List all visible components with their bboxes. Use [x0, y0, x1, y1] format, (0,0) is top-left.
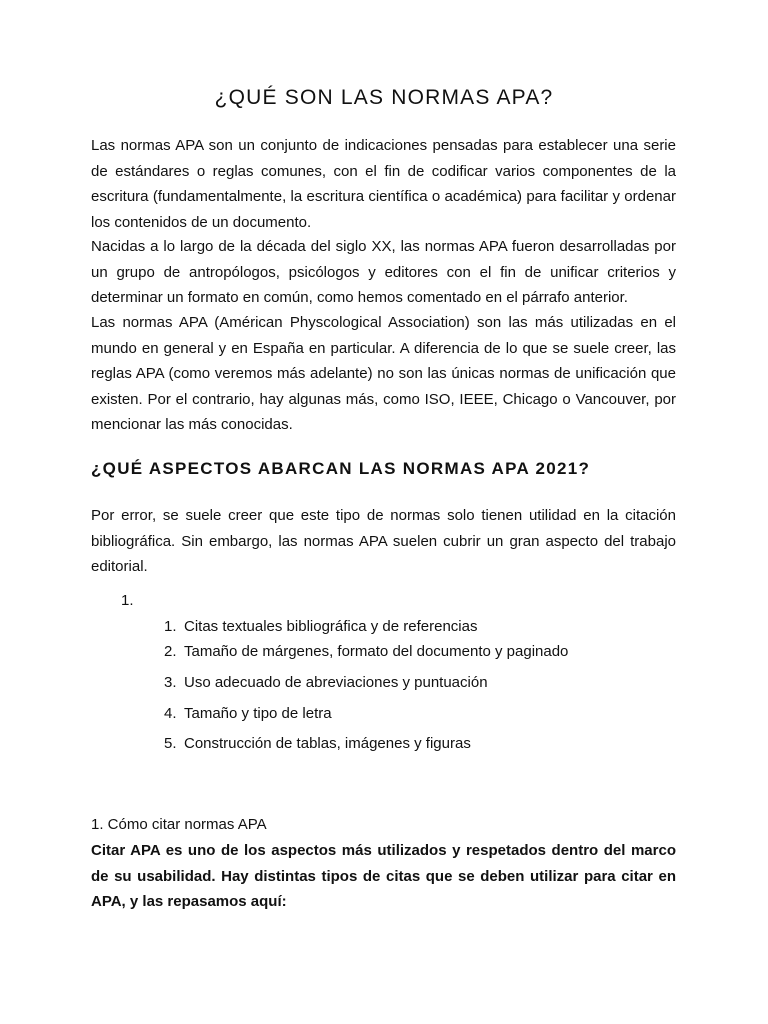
section-heading-aspects: ¿QUÉ ASPECTOS ABARCAN LAS NORMAS APA 2021?	[91, 459, 591, 478]
paragraph-aspects-intro: Por error, se suele creer que este tipo de normas solo tienen utilidad en la citación bibliográfica. Sin embargo, las normas APA suelen cubrir un gran aspecto del trabajo editorial.	[91, 507, 676, 575]
list-item-number: 2.	[164, 643, 177, 660]
paragraph-history: Nacidas a lo largo de la década del siglo XX, las normas APA fueron desarrolladas por un grupo de antropólogos, psicólogos y editores con el fin de unificar criterios y determinar un formato en común, como hemos comentado en el párrafo anterior.	[91, 238, 676, 306]
list-item	[164, 643, 568, 660]
list-item-number: 3.	[164, 674, 177, 691]
list-item-text: Citas textuales bibliográfica y de referencias	[184, 618, 478, 635]
list-item-text: Tamaño de márgenes, formato del documento y paginado	[184, 643, 569, 660]
list-item	[164, 674, 488, 691]
list-item-number: 5.	[164, 735, 177, 752]
list-item-number: 1.	[164, 618, 177, 635]
list-item-text: Uso adecuado de abreviaciones y puntuación	[184, 674, 488, 691]
paragraph-intro: Las normas APA son un conjunto de indicaciones pensadas para establecer una serie de estándares o reglas comunes, con el fin de codificar varios componentes de la escritura (fundamentalmente, la escritura científica o académica) para facilitar y ordenar los contenidos de un documento.	[91, 137, 676, 231]
list-item-text: Tamaño y tipo de letra	[184, 705, 332, 722]
list-item	[164, 618, 477, 635]
outer-list-number: 1.	[121, 592, 134, 609]
list-item	[164, 735, 471, 752]
section-title-citation: 1. Cómo citar normas APA	[91, 816, 267, 833]
list-item-text: Construcción de tablas, imágenes y figuras	[184, 735, 471, 752]
page-title: ¿QUÉ SON LAS NORMAS APA?	[214, 86, 554, 109]
paragraph-apa-association: Las normas APA (Américan Physcological Association) son las más utilizadas en el mundo en general y en España en particular. A diferencia de lo que se suele creer, las reglas APA (como veremos más adelante) no son las únicas normas de unificación que existen. Por el contrario, hay algunas más, como ISO, IEEE, Chicago o Vancouver, por mencionar las más conocidas.	[91, 314, 676, 433]
paragraph-citation-bold: Citar APA es uno de los aspectos más utilizados y respetados dentro del marco de su usabilidad. Hay distintas tipos de citas que se deben utilizar para citar en APA, y las repasamos aquí:	[91, 842, 676, 910]
list-item-number: 4.	[164, 705, 177, 722]
list-item	[164, 705, 332, 722]
